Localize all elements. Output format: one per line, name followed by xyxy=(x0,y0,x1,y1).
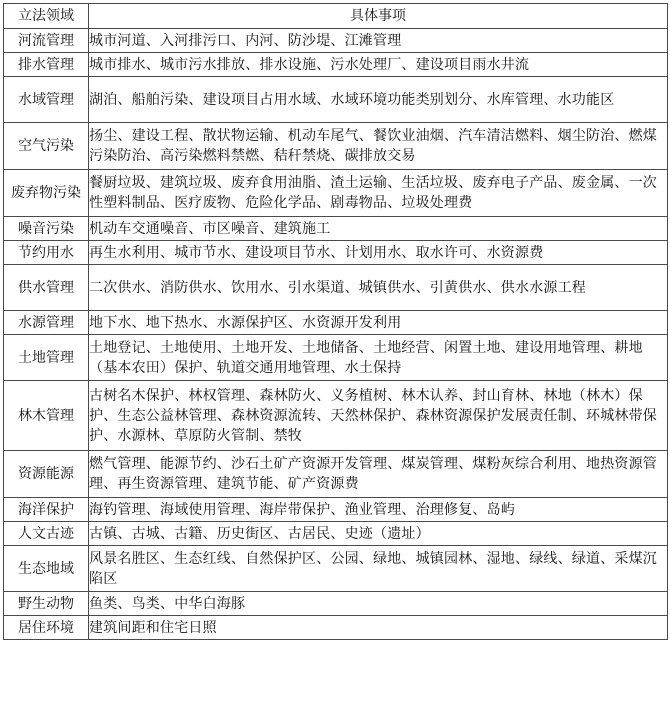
row-items-cell: 湖泊、船舶污染、建设项目占用水域、水域环境功能类别划分、水库管理、水功能区 xyxy=(89,77,668,123)
table-row xyxy=(4,241,668,265)
row-field-cell: 海洋保护 xyxy=(4,498,89,522)
table-row xyxy=(4,170,668,217)
row-field-cell: 空气污染 xyxy=(4,123,89,170)
table-row xyxy=(4,77,668,123)
row-items-cell: 城市排水、城市污水排放、排水设施、污水处理厂、建设项目雨水井流 xyxy=(89,53,668,77)
row-field-cell: 水域管理 xyxy=(4,77,89,123)
row-items-cell: 城市河道、入河排污口、内河、防沙堤、江滩管理 xyxy=(89,29,668,53)
row-field-cell: 人文古迹 xyxy=(4,522,89,546)
row-field-cell: 土地管理 xyxy=(4,335,89,381)
table-row xyxy=(4,123,668,170)
row-field-cell: 节约用水 xyxy=(4,241,89,265)
table-row xyxy=(4,29,668,53)
row-field-cell: 生态地域 xyxy=(4,546,89,592)
table-row xyxy=(4,522,668,546)
row-field-cell: 河流管理 xyxy=(4,29,89,53)
table-row xyxy=(4,311,668,335)
table-row xyxy=(4,381,668,451)
row-items-cell: 地下水、地下热水、水源保护区、水资源开发利用 xyxy=(89,311,668,335)
row-items-cell: 风景名胜区、生态红线、自然保护区、公园、绿地、城镇园林、湿地、绿线、绿道、采煤沉陷区 xyxy=(89,546,668,592)
table-row xyxy=(4,265,668,311)
row-field-cell: 排水管理 xyxy=(4,53,89,77)
table-body xyxy=(4,29,668,640)
header-items: 具体事项 xyxy=(89,4,668,29)
table-row xyxy=(4,451,668,498)
table-row xyxy=(4,335,668,381)
row-field-cell: 林木管理 xyxy=(4,381,89,451)
table-row xyxy=(4,546,668,592)
row-items-cell: 二次供水、消防供水、饮用水、引水渠道、城镇供水、引黄供水、供水水源工程 xyxy=(89,265,668,311)
table-row xyxy=(4,53,668,77)
row-items-cell: 燃气管理、能源节约、沙石土矿产资源开发管理、煤炭管理、煤粉灰综合利用、地热资源管理、再生资源管理、建筑节能、矿产资源费 xyxy=(89,451,668,498)
row-field-cell: 野生动物 xyxy=(4,592,89,616)
row-items-cell: 建筑间距和住宅日照 xyxy=(89,616,668,640)
row-items-cell: 鱼类、鸟类、中华白海豚 xyxy=(89,592,668,616)
row-field-cell: 水源管理 xyxy=(4,311,89,335)
row-items-cell: 海钓管理、海域使用管理、海岸带保护、渔业管理、治理修复、岛屿 xyxy=(89,498,668,522)
table-row xyxy=(4,217,668,241)
legislation-table-container xyxy=(3,3,667,640)
table-row xyxy=(4,592,668,616)
table-header-row xyxy=(4,4,668,29)
row-items-cell: 餐厨垃圾、建筑垃圾、废弃食用油脂、渣土运输、生活垃圾、废弃电子产品、废金属、一次性塑料制品、医疗废物、危险化学品、剧毒物品、垃圾处理费 xyxy=(89,170,668,217)
row-field-cell: 资源能源 xyxy=(4,451,89,498)
row-items-cell: 再生水利用、城市节水、建设项目节水、计划用水、取水许可、水资源费 xyxy=(89,241,668,265)
table-row xyxy=(4,616,668,640)
row-items-cell: 机动车交通噪音、市区噪音、建筑施工 xyxy=(89,217,668,241)
row-field-cell: 噪音污染 xyxy=(4,217,89,241)
legislation-table xyxy=(3,3,668,640)
row-items-cell: 古树名木保护、林权管理、森林防火、义务植树、林木认养、封山育林、林地（林木）保护、生态公益林管理、森林资源流转、天然林保护、森林资源保护发展责任制、环城林带保护、水源林、草原防火管制、禁牧 xyxy=(89,381,668,451)
row-field-cell: 供水管理 xyxy=(4,265,89,311)
table-row xyxy=(4,498,668,522)
header-field: 立法领域 xyxy=(4,4,89,29)
row-items-cell: 扬尘、建设工程、散状物运输、机动车尾气、餐饮业油烟、汽车清洁燃料、烟尘防治、燃煤污染防治、高污染燃料禁燃、秸秆禁烧、碳排放交易 xyxy=(89,123,668,170)
row-field-cell: 废弃物污染 xyxy=(4,170,89,217)
row-field-cell: 居住环境 xyxy=(4,616,89,640)
row-items-cell: 土地登记、土地使用、土地开发、土地储备、土地经营、闲置土地、建设用地管理、耕地（基本农田）保护、轨道交通用地管理、水土保持 xyxy=(89,335,668,381)
row-items-cell: 古镇、古城、古籍、历史街区、古居民、史迹（遗址） xyxy=(89,522,668,546)
